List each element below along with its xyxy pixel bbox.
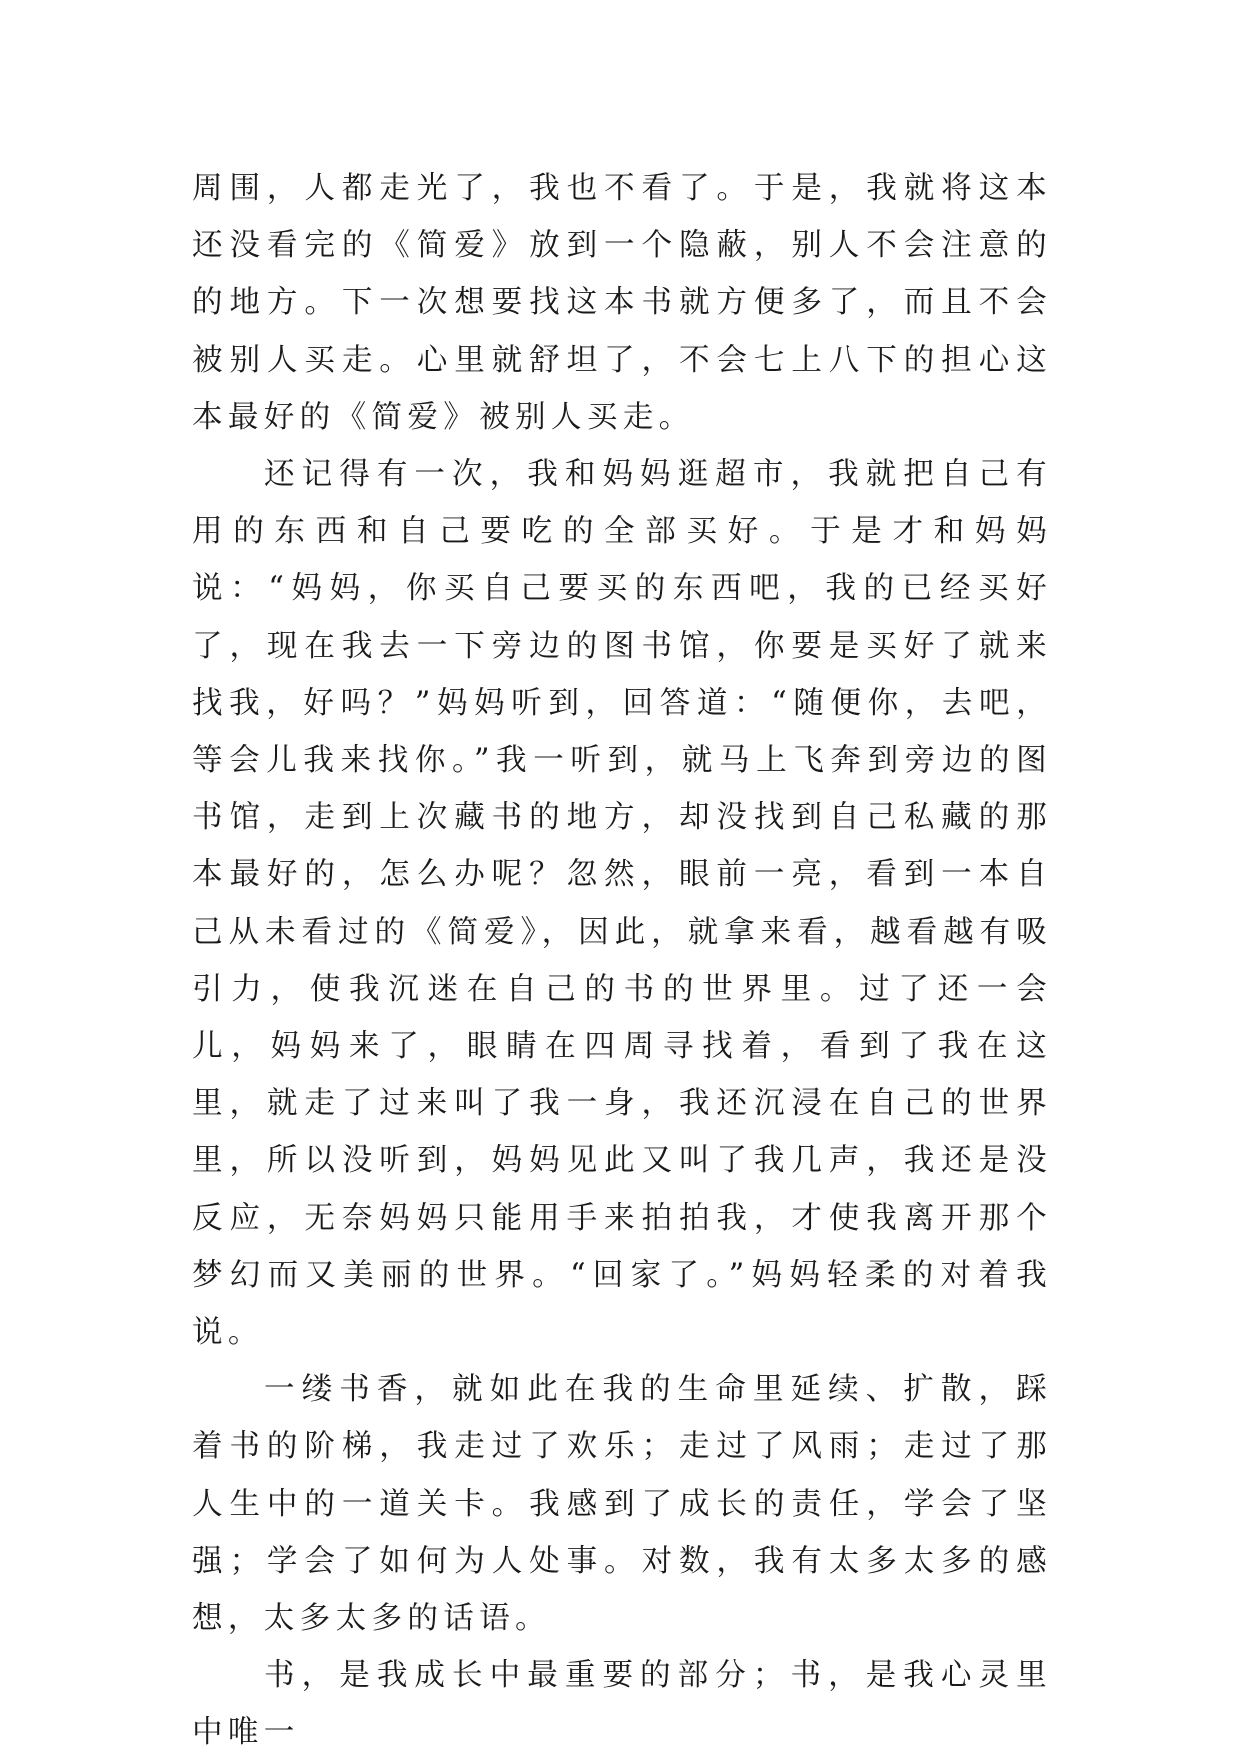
paragraph-2: 还记得有一次，我和妈妈逛超市，我就把自己有用的东西和自己要吃的全部买好。于是才和妈妈说：“妈妈，你买自己要买的东西吧，我的已经买好了，现在我去一下旁边的图书馆，你要是买好了就来找我，好吗？”妈妈听到，回答道：“随便你，去吧，等会儿我来找你。”我一听到，就马上飞奔到旁边的图书馆，走到上次藏书的地方，却没找到自己私藏的那本最好的，怎么办呢？忽然，眼前一亮，看到一本自己从未看过的《简爱》，因此，就拿来看，越看越有吸引力，使我沉迷在自己的书的世界里。过了还一会儿，妈妈来了，眼睛在四周寻找着，看到了我在这里，就走了过来叫了我一身，我还沉浸在自己的世界里，所以没听到，妈妈见此又叫了我几声，我还是没反应，无奈妈妈只能用手来拍拍我，才使我离开那个梦幻而又美丽的世界。“回家了。”妈妈轻柔的对着我说。 — [192, 457, 1052, 1351]
paragraph-3: 一缕书香，就如此在我的生命里延续、扩散，踩着书的阶梯，我走过了欢乐；走过了风雨；走过了那人生中的一道关卡。我感到了成长的责任，学会了坚强；学会了如何为人处事。对数，我有太多太多的感想，太多太多的话语。 — [192, 1372, 1052, 1637]
paragraph-1: 周围，人都走光了，我也不看了。于是，我就将这本还没看完的《简爱》放到一个隐蔽，别人不会注意的的地方。下一次想要找这本书就方便多了，而且不会被别人买走。心里就舒坦了，不会七上八下的担心这本最好的《简爱》被别人买走。 — [192, 171, 1052, 435]
body-text — [192, 160, 1052, 1762]
paragraph-4: 书，是我成长中最重要的部分；书，是我心灵里中唯一 — [192, 1658, 1052, 1751]
